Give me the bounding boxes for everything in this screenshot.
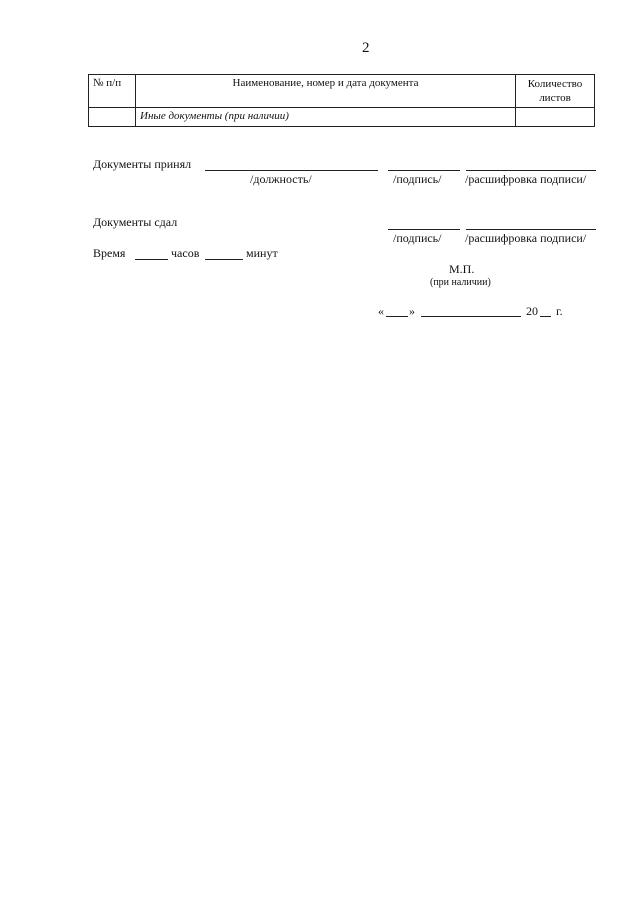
date-open-quote: «	[378, 304, 384, 318]
documents-table	[88, 74, 595, 127]
date-close-quote: »	[409, 304, 415, 318]
stamp-label: М.П.	[449, 262, 475, 276]
time-label: Время	[93, 246, 126, 260]
table-cell-sheets	[516, 108, 595, 127]
table-header-row	[89, 75, 595, 108]
accepted-decoding-line	[466, 170, 596, 171]
accepted-decoding-caption: /расшифровка подписи/	[465, 172, 587, 186]
handed-label: Документы сдал	[93, 215, 178, 229]
page-number: 2	[362, 40, 370, 56]
handed-decoding-line	[466, 229, 596, 230]
column-header-sheets: Количество листов	[516, 75, 595, 108]
column-header-number: № п/п	[89, 75, 136, 108]
table-cell-name: Иные документы (при наличии)	[136, 108, 516, 127]
accepted-position-caption: /должность/	[250, 172, 312, 186]
accepted-signature-line	[388, 170, 460, 171]
date-year-line	[540, 316, 551, 317]
date-year-suffix: г.	[556, 304, 563, 318]
hours-line	[135, 259, 168, 260]
table-row	[89, 108, 595, 127]
date-year-prefix: 20	[526, 304, 538, 318]
accepted-label: Документы принял	[93, 157, 192, 171]
table-cell-number	[89, 108, 136, 127]
handed-decoding-caption: /расшифровка подписи/	[465, 231, 587, 245]
minutes-line	[205, 259, 243, 260]
hours-label: часов	[171, 246, 200, 260]
date-day-line	[386, 316, 408, 317]
handed-signature-caption: /подпись/	[393, 231, 442, 245]
minutes-label: минут	[246, 246, 278, 260]
column-header-name: Наименование, номер и дата документа	[136, 75, 516, 108]
handed-signature-line	[388, 229, 460, 230]
accepted-position-line	[205, 170, 378, 171]
accepted-signature-caption: /подпись/	[393, 172, 442, 186]
stamp-note: (при наличии)	[430, 277, 491, 288]
date-month-line	[421, 316, 521, 317]
